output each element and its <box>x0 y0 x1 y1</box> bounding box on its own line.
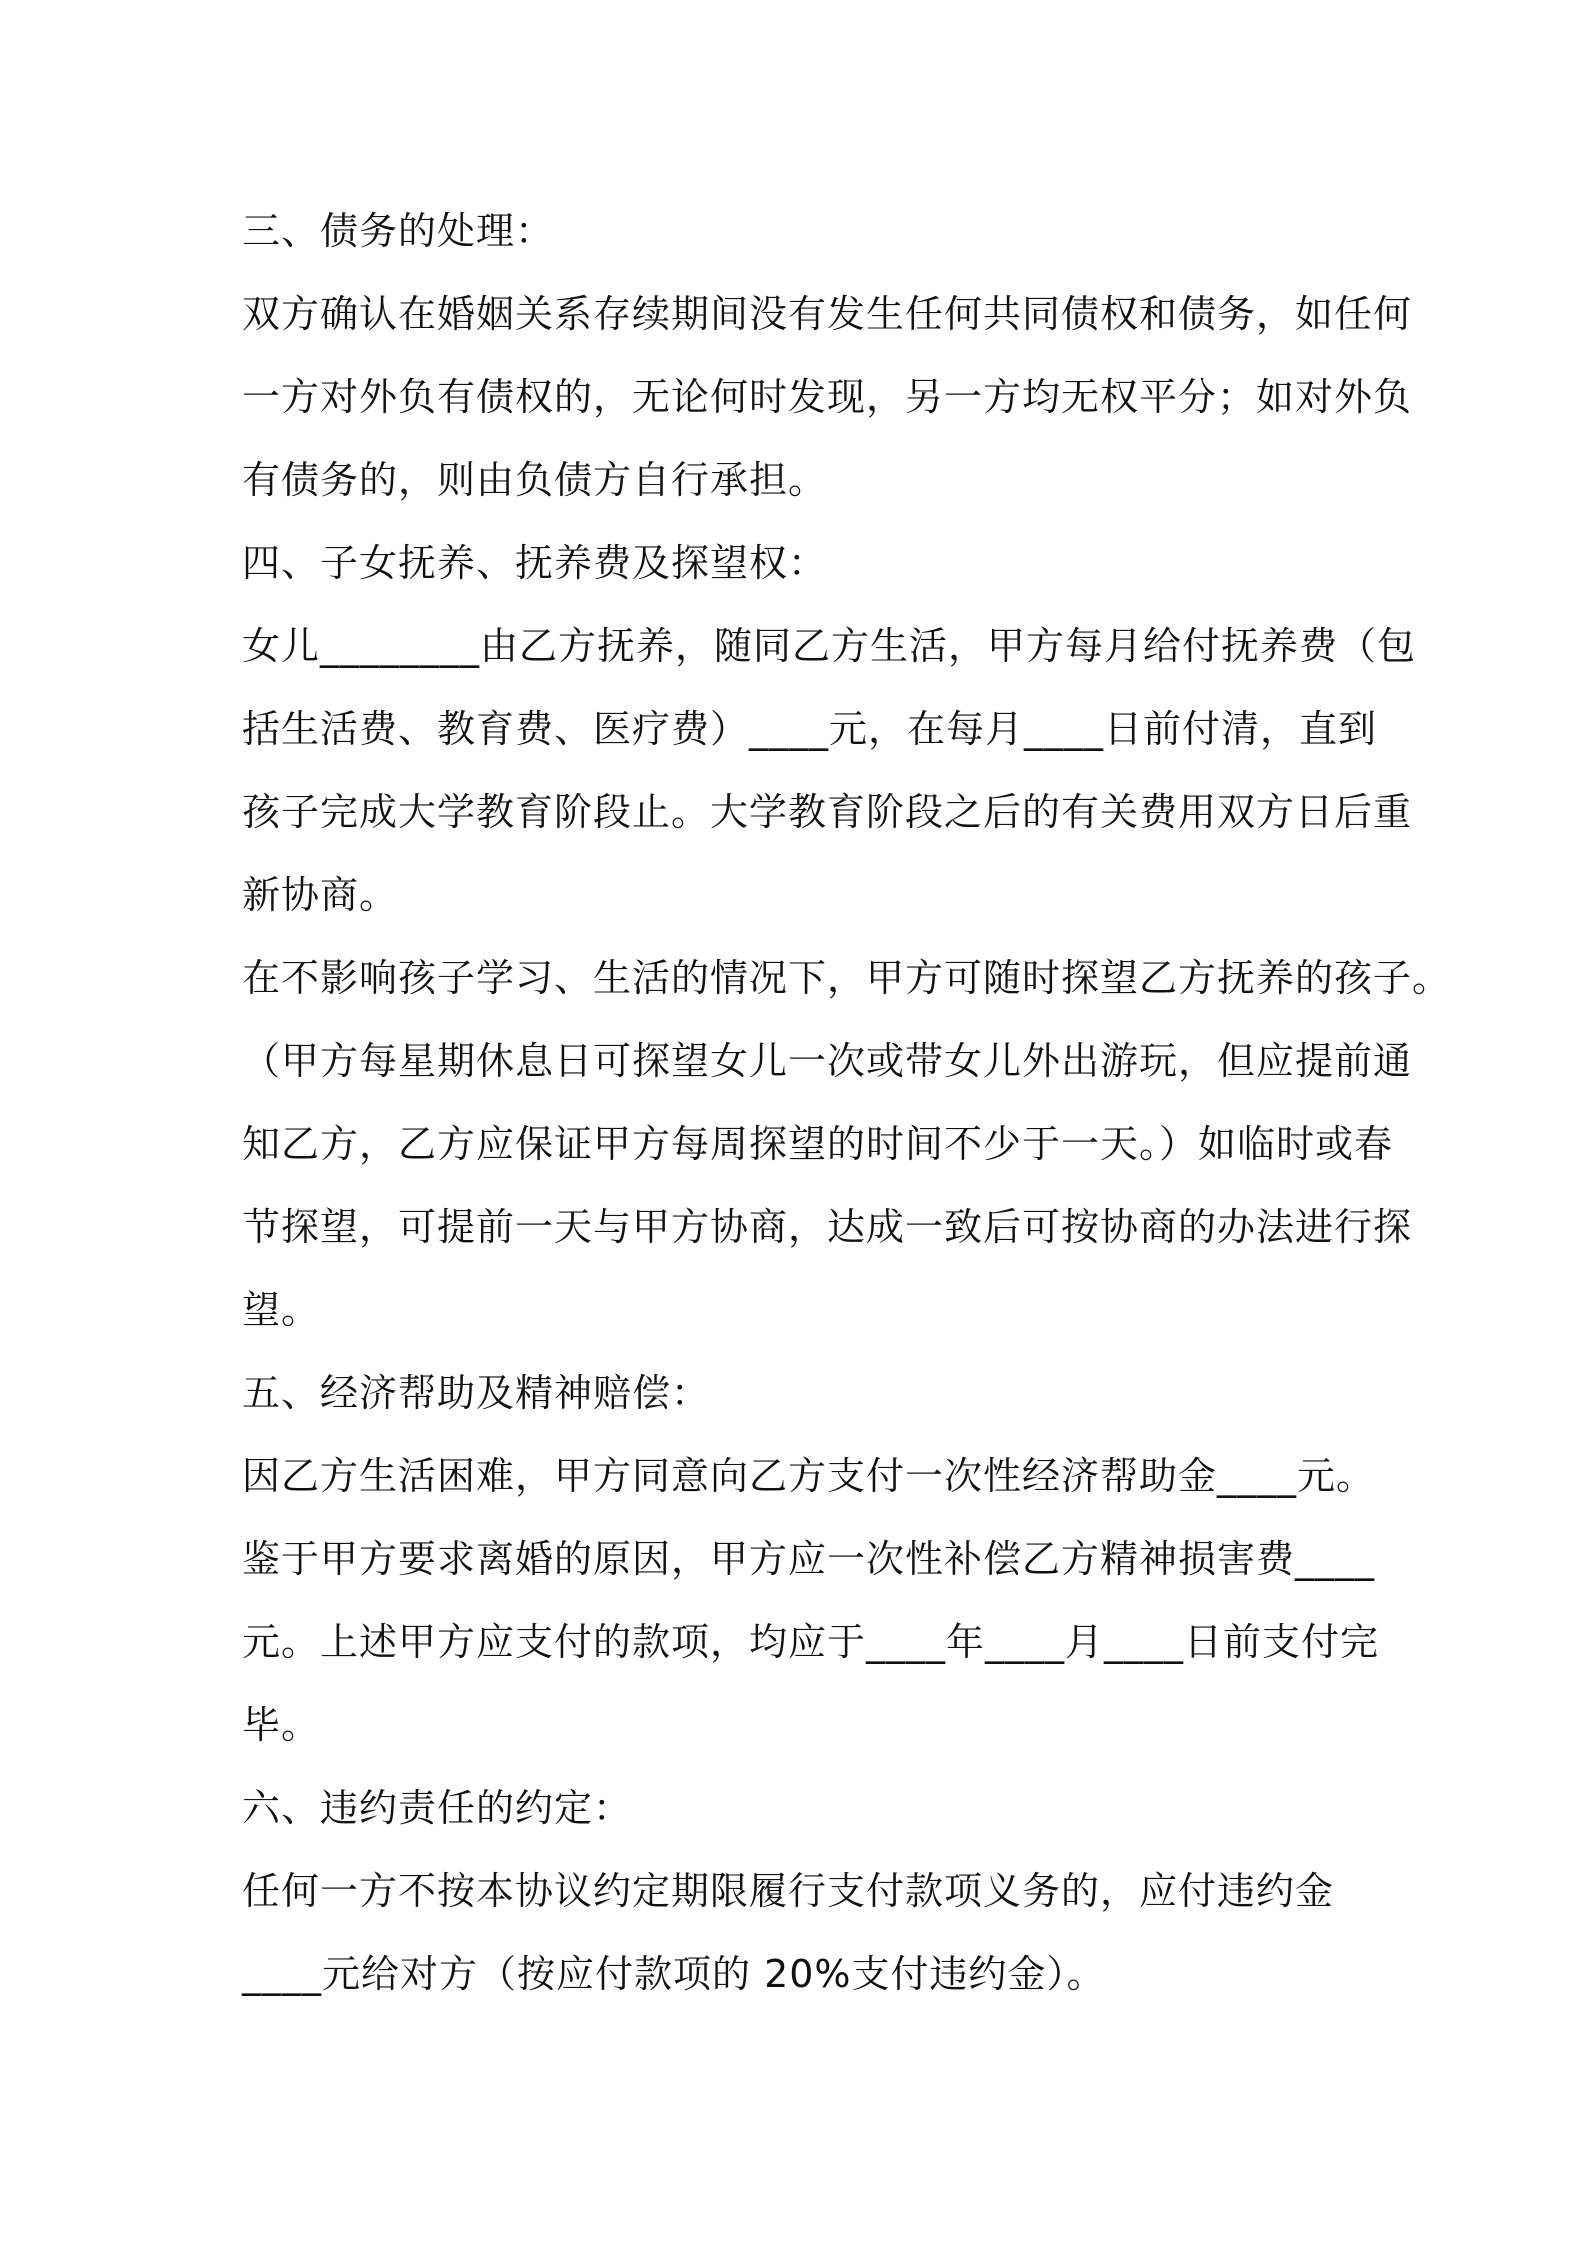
section-heading-child-custody: 四、子女抚养、抚养费及探望权： <box>242 541 828 585</box>
document-body <box>242 190 1452 2016</box>
section-heading-breach-liability: 六、违约责任的约定： <box>242 1786 633 1830</box>
paragraph-line: 毕。 <box>242 1703 321 1747</box>
section-heading-debts: 三、债务的处理： <box>242 209 555 253</box>
paragraph-line: 新协商。 <box>242 873 399 917</box>
paragraph-line: 元。上述甲方应支付的款项，均应于____年____月____日前支付完 <box>242 1620 1380 1664</box>
paragraph-line: （甲方每星期休息日可探望女儿一次或带女儿外出游玩，但应提前通 <box>242 1039 1413 1083</box>
paragraph-line: ____元给对方（按应付款项的 20%支付违约金）。 <box>242 1952 1106 1996</box>
paragraph-line: 任何一方不按本协议约定期限履行支付款项义务的，应付违约金 <box>242 1869 1335 1913</box>
paragraph-line: 一方对外负有债权的，无论何时发现，另一方均无权平分；如对外负 <box>242 375 1413 419</box>
paragraph-line: 双方确认在婚姻关系存续期间没有发生任何共同债权和债务，如任何 <box>242 292 1413 336</box>
paragraph-line: 在不影响孩子学习、生活的情况下，甲方可随时探望乙方抚养的孩子。 <box>242 956 1452 1000</box>
paragraph-line: 因乙方生活困难，甲方同意向乙方支付一次性经济帮助金____元。 <box>242 1454 1376 1498</box>
paragraph-line: 女儿________由乙方抚养，随同乙方生活，甲方每月给付抚养费（包 <box>242 624 1417 668</box>
paragraph-line: 知乙方，乙方应保证甲方每周探望的时间不少于一天。）如临时或春 <box>242 1122 1394 1166</box>
paragraph-line: 孩子完成大学教育阶段止。大学教育阶段之后的有关费用双方日后重 <box>242 790 1413 834</box>
section-heading-economic-help: 五、经济帮助及精神赔偿： <box>242 1371 711 1415</box>
paragraph-line: 节探望，可提前一天与甲方协商，达成一致后可按协商的办法进行探 <box>242 1205 1413 1249</box>
paragraph-line: 有债务的，则由负债方自行承担。 <box>242 458 828 502</box>
paragraph-line: 括生活费、教育费、医疗费）____元，在每月____日前付清，直到 <box>242 707 1378 751</box>
paragraph-line: 望。 <box>242 1288 321 1332</box>
paragraph-line: 鉴于甲方要求离婚的原因，甲方应一次性补偿乙方精神损害费____ <box>242 1537 1376 1581</box>
